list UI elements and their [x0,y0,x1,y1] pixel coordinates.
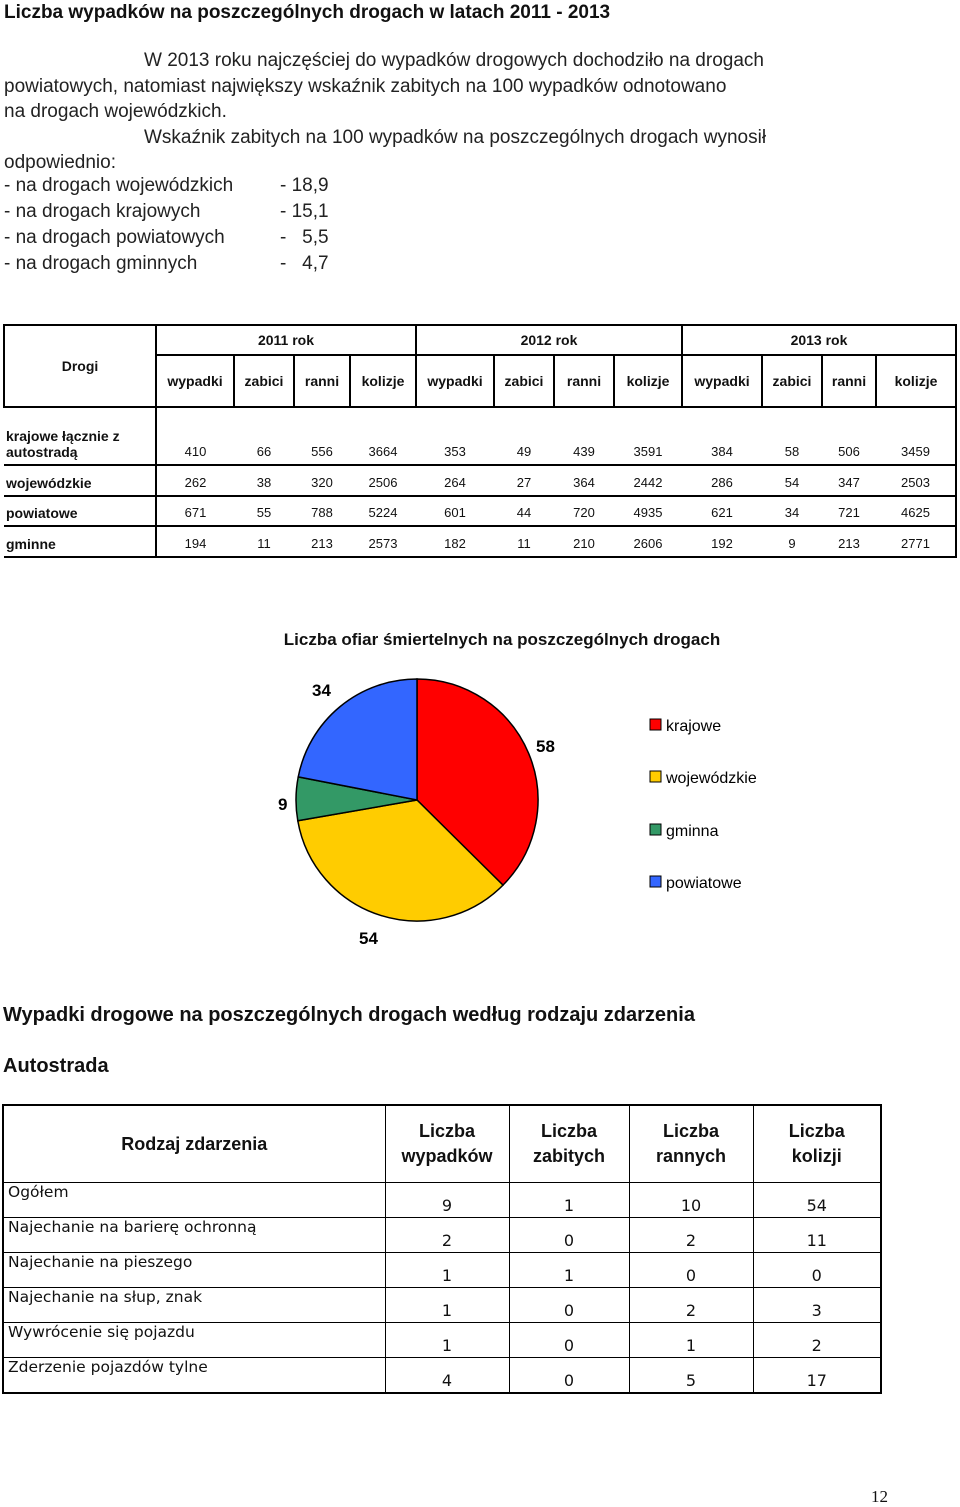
table-cell: 9 [385,1183,509,1218]
table-cell: 621 [682,496,762,526]
table-cell: 721 [822,496,876,526]
subheader-kolizje: kolizje [350,355,416,407]
table-cell: 192 [682,526,762,557]
accidents-table [3,324,957,558]
year-header-2011: 2011 rok [156,325,416,355]
legend-swatch-wojewodzkie [650,771,661,782]
legend-swatch-gminna [650,824,661,835]
table-cell: 601 [416,496,494,526]
autostrada-title: Autostrada [3,1055,109,1077]
table-row [3,1183,881,1218]
table-cell: 2506 [350,465,416,496]
legend-swatch-krajowe [650,719,661,730]
section2-title: Wypadki drogowe na poszczególnych drogach według rodzaju zdarzenia [3,1004,695,1026]
row-name: wojewódzkie [4,465,156,496]
table-cell: 4625 [876,496,956,526]
table-cell: 66 [234,407,294,465]
autostrada-table-body [3,1183,881,1394]
pie-label-wojewodzkie: 54 [359,929,378,948]
subheader-ranni: ranni [294,355,350,407]
legend-label-powiatowe: powiatowe [666,875,742,892]
table-row [4,465,956,496]
legend-swatch-powiatowe [650,876,661,887]
table-row [3,1253,881,1288]
header-liczba-kolizji: Liczba kolizji [753,1105,881,1183]
legend-label-krajowe: krajowe [666,718,722,735]
table-cell: 11 [234,526,294,557]
table-row [3,1323,881,1358]
table-cell: 2442 [614,465,682,496]
subheader-kolizje: kolizje [614,355,682,407]
table-cell: 11 [494,526,554,557]
table-cell: 1 [385,1253,509,1288]
table-row [4,407,956,465]
rate-value: - 15,1 [280,201,329,222]
pie-slices [296,679,538,921]
year-header-2013: 2013 rok [682,325,956,355]
intro-text [4,48,884,176]
intro-p1-line1: W 2013 roku najczęściej do wypadków drogowych dochodziło na drogach [144,50,764,71]
table-row [3,1288,881,1323]
header-rodzaj-zdarzenia: Rodzaj zdarzenia [3,1105,385,1183]
table-cell: 347 [822,465,876,496]
table-cell: 0 [509,1358,629,1394]
event-kind: Najechanie na słup, znak [3,1288,385,1323]
table-cell: 264 [416,465,494,496]
table-cell: 44 [494,496,554,526]
rate-row-gminne [4,253,329,275]
subheader-ranni: ranni [554,355,614,407]
table-cell: 54 [762,465,822,496]
rate-row-powiatowe [4,227,329,249]
table-cell: 1 [629,1323,753,1358]
table-cell: 262 [156,465,234,496]
table-cell: 5224 [350,496,416,526]
subheader-kolizje: kolizje [876,355,956,407]
event-kind: Ogółem [3,1183,385,1218]
table-cell: 0 [509,1218,629,1253]
row-name: powiatowe [4,496,156,526]
subheader-wypadki: wypadki [682,355,762,407]
table-row [4,496,956,526]
table-cell: 384 [682,407,762,465]
table-cell: 3664 [350,407,416,465]
intro-p2-line2: odpowiednio: [4,152,116,173]
table-cell: 3 [753,1288,881,1323]
subheader-ranni: ranni [822,355,876,407]
table-cell: 5 [629,1358,753,1394]
table-cell: 286 [682,465,762,496]
rate-value: - 18,9 [280,175,329,196]
table-cell: 0 [753,1253,881,1288]
subheader-zabici: zabici [762,355,822,407]
table-cell: 49 [494,407,554,465]
table-cell: 213 [822,526,876,557]
corner-header: Drogi [4,325,156,407]
table-cell: 2771 [876,526,956,557]
table-cell: 3591 [614,407,682,465]
table-cell: 11 [753,1218,881,1253]
intro-p1-line2: powiatowych, natomiast największy wskaźnik zabitych na 100 wypadków odnotowano [4,75,727,97]
table-cell: 17 [753,1358,881,1394]
subheader-zabici: zabici [234,355,294,407]
table-cell: 2 [629,1288,753,1323]
table-cell: 2503 [876,465,956,496]
table-cell: 1 [509,1253,629,1288]
pie-chart [0,660,960,950]
rate-label: - na drogach krajowych [4,201,201,222]
row-name: krajowe łącznie z autostradą [4,407,156,465]
table-cell: 9 [762,526,822,557]
table-cell: 720 [554,496,614,526]
event-kind: Zderzenie pojazdów tylne [3,1358,385,1394]
header-liczba-rannych: Liczba rannych [629,1105,753,1183]
table-cell: 2573 [350,526,416,557]
table-cell: 506 [822,407,876,465]
table-cell: 54 [753,1183,881,1218]
table-cell: 556 [294,407,350,465]
table-cell: 0 [509,1323,629,1358]
table-cell: 4935 [614,496,682,526]
table-cell: 410 [156,407,234,465]
table-cell: 210 [554,526,614,557]
table-row [3,1218,881,1253]
page-number: 12 [871,1487,888,1506]
rate-row-krajowe [4,201,329,223]
table-cell: 1 [509,1183,629,1218]
table-cell: 213 [294,526,350,557]
header-liczba-wypadkow: Liczba wypadków [385,1105,509,1183]
intro-p1-line3: na drogach wojewódzkich. [4,101,227,122]
pie-label-krajowe: 58 [536,737,555,756]
rate-label: - na drogach powiatowych [4,227,225,248]
table-cell: 2 [629,1218,753,1253]
pie-label-gminna: 9 [278,795,288,814]
rate-row-wojewodzkie [4,175,329,197]
table-cell: 3459 [876,407,956,465]
table-cell: 788 [294,496,350,526]
accidents-table-body [4,407,956,557]
table-cell: 182 [416,526,494,557]
table-cell: 194 [156,526,234,557]
table-cell: 364 [554,465,614,496]
chart-title: Liczba ofiar śmiertelnych na poszczególnych drogach [283,630,721,649]
table-cell: 2 [753,1323,881,1358]
table-cell: 2606 [614,526,682,557]
section-title: Liczba wypadków na poszczególnych drogach w latach 2011 - 2013 [4,2,611,23]
event-kind: Najechanie na pieszego [3,1253,385,1288]
table-cell: 320 [294,465,350,496]
table-cell: 0 [509,1288,629,1323]
table-cell: 1 [385,1288,509,1323]
table-cell: 2 [385,1218,509,1253]
table-row [4,526,956,557]
table-cell: 55 [234,496,294,526]
table-cell: 10 [629,1183,753,1218]
subheader-wypadki: wypadki [416,355,494,407]
event-kind: Wywrócenie się pojazdu [3,1323,385,1358]
table-cell: 58 [762,407,822,465]
table-cell: 27 [494,465,554,496]
table-cell: 439 [554,407,614,465]
subheader-zabici: zabici [494,355,554,407]
rate-value: - 4,7 [280,253,329,274]
header-liczba-zabitych: Liczba zabitych [509,1105,629,1183]
pie-label-powiatowe: 34 [312,681,331,700]
subheader-wypadki: wypadki [156,355,234,407]
table-cell: 353 [416,407,494,465]
legend-label-gminna: gminna [666,823,719,840]
rate-label: - na drogach wojewódzkich [4,175,234,196]
table-cell: 671 [156,496,234,526]
row-name: gminne [4,526,156,557]
table-cell: 1 [385,1323,509,1358]
table-cell: 0 [629,1253,753,1288]
table-row [3,1358,881,1394]
table-cell: 4 [385,1358,509,1394]
legend-label-wojewodzkie: wojewódzkie [666,770,757,787]
autostrada-table [2,1104,882,1394]
table-cell: 38 [234,465,294,496]
table-cell: 34 [762,496,822,526]
year-header-2012: 2012 rok [416,325,682,355]
rate-label: - na drogach gminnych [4,253,198,274]
intro-p2-line1: Wskaźnik zabitych na 100 wypadków na poszczególnych drogach wynosił [144,126,767,148]
rate-value: - 5,5 [280,227,329,248]
event-kind: Najechanie na barierę ochronną [3,1218,385,1253]
